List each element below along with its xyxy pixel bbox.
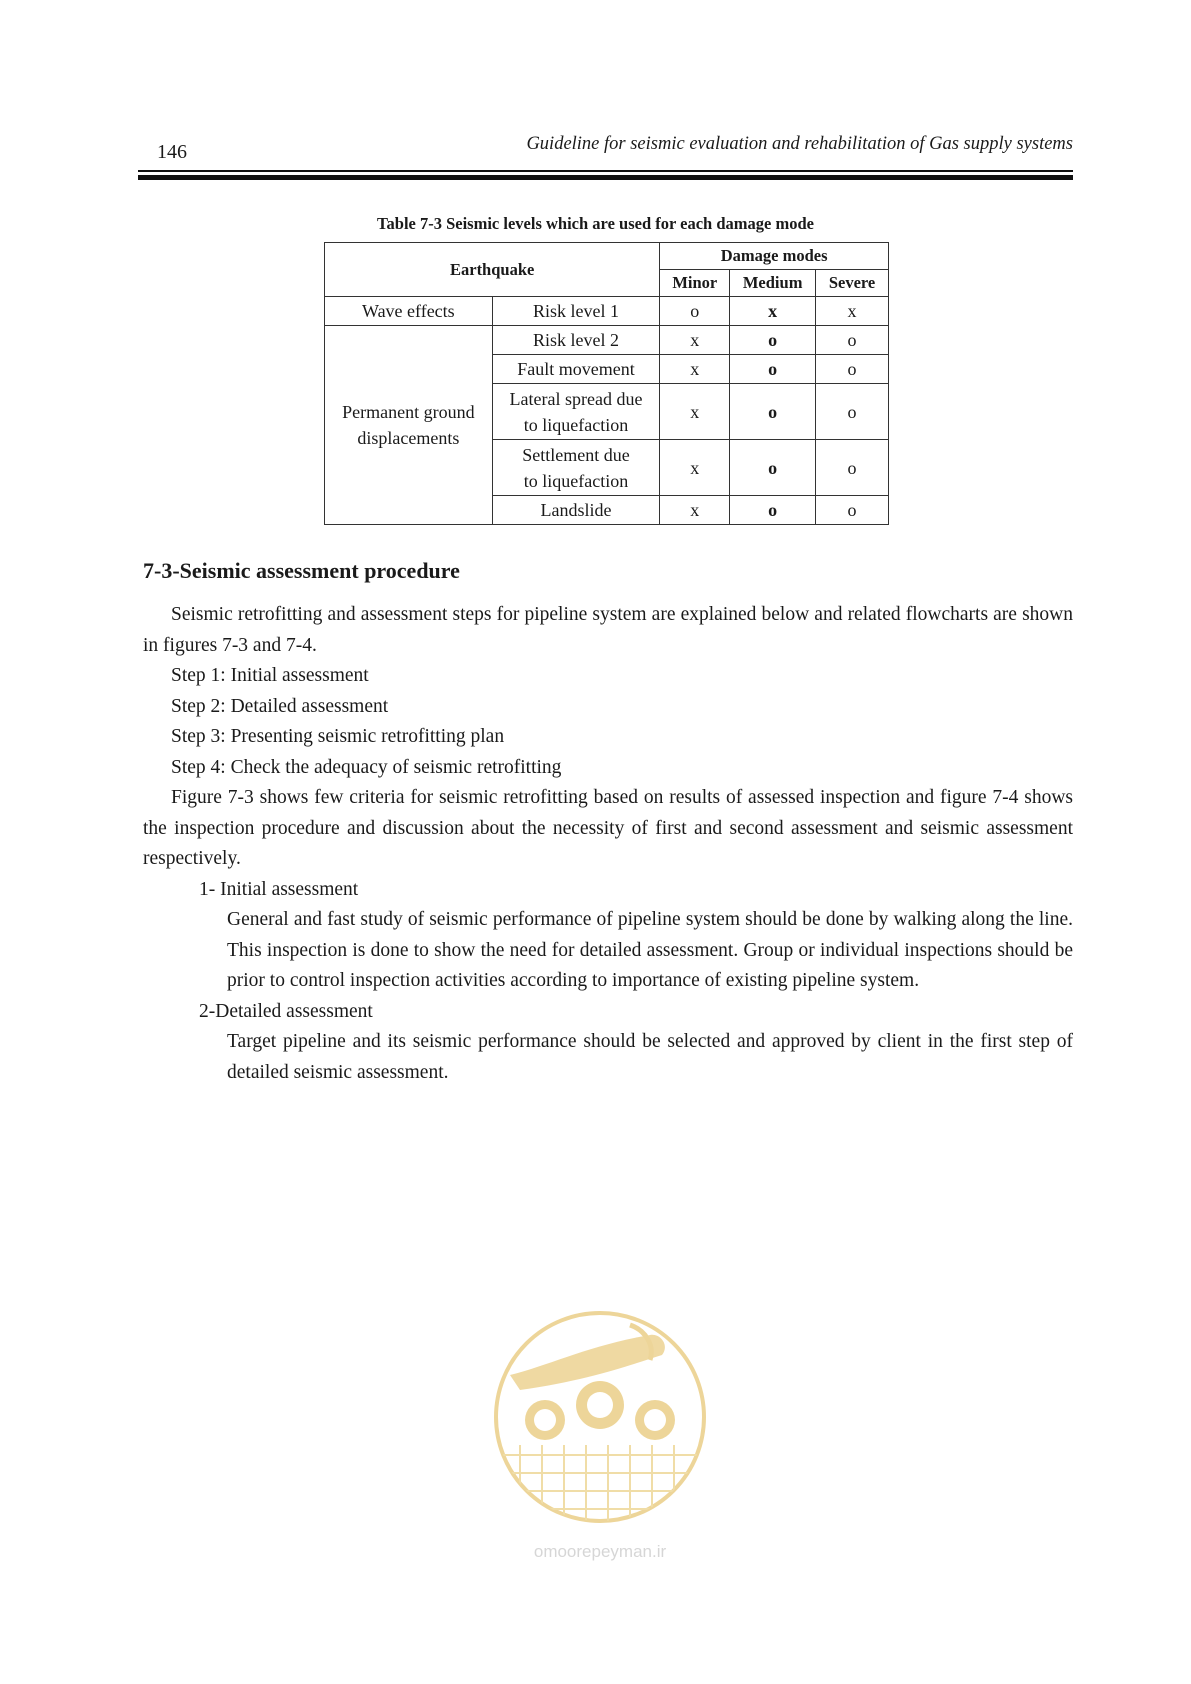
hazard-cell: Fault movement: [492, 355, 660, 384]
subsection-initial-text: General and fast study of seismic performance of pipeline system should be done by walking along the line. This inspection is done to show the need for detailed assessment. Group or individual inspections should be prior to control inspection activities according to importance of existing pipeline system.: [227, 909, 1073, 991]
header-rule-thick: [138, 175, 1073, 180]
subsection-detailed-title: 2-Detailed assessment: [199, 1000, 373, 1022]
header-rule-thin: [138, 170, 1073, 172]
intro-paragraph: Seismic retrofitting and assessment steps for pipeline system are explained below and related flowcharts are shown in figures 7-3 and 7-4.: [143, 604, 1073, 656]
hazard-line1: Lateral spread due: [509, 388, 643, 409]
minor-cell: x: [660, 384, 730, 440]
step-3: Step 3: Presenting seismic retrofitting plan: [171, 726, 505, 747]
watermark-site-text: omoorepeyman.ir: [533, 1542, 667, 1561]
hazard-cell: Risk level 1: [492, 297, 660, 326]
watermark-logo: [480, 1305, 720, 1575]
medium-cell: o: [730, 384, 816, 440]
medium-cell: x: [730, 297, 816, 326]
figure-paragraph: Figure 7-3 shows few criteria for seismic retrofitting based on results of assessed inspection and figure 7-4 shows the inspection procedure and discussion about the necessity of first and second assessment and seismic assessment respectively.: [143, 787, 1073, 869]
header-medium: Medium: [730, 270, 816, 297]
watermark-emblem-icon: [480, 1305, 720, 1575]
page-number: 146: [157, 141, 187, 163]
medium-cell: o: [730, 326, 816, 355]
medium-cell: o: [730, 496, 816, 525]
minor-cell: x: [660, 355, 730, 384]
hazard-line2: to liquefaction: [523, 470, 629, 491]
minor-cell: x: [660, 496, 730, 525]
subsection-initial-title: 1- Initial assessment: [199, 878, 359, 900]
minor-cell: x: [660, 326, 730, 355]
group-pgd-line1: Permanent ground: [342, 402, 475, 422]
group-permanent-ground-displacements: [325, 326, 493, 525]
table-row: [325, 297, 889, 326]
step-2: Step 2: Detailed assessment: [171, 695, 389, 717]
minor-cell: o: [660, 297, 730, 326]
header-severe: Severe: [816, 270, 889, 297]
hazard-cell: Risk level 2: [492, 326, 660, 355]
hazard-line1: Settlement due: [522, 444, 630, 465]
medium-cell: o: [730, 440, 816, 496]
hazard-cell: [492, 440, 660, 496]
header-earthquake: Earthquake: [325, 243, 660, 297]
group-pgd-line2: displacements: [357, 428, 460, 448]
table-row: [325, 326, 889, 355]
header-damage-modes: Damage modes: [660, 243, 889, 270]
step-4: Step 4: Check the adequacy of seismic retrofitting: [171, 756, 562, 778]
severe-cell: o: [816, 326, 889, 355]
seismic-levels-table: [324, 242, 889, 525]
step-1: Step 1: Initial assessment: [171, 665, 369, 686]
table-caption: Table 7-3 Seismic levels which are used for each damage mode: [377, 214, 814, 233]
header-minor: Minor: [660, 270, 730, 297]
severe-cell: o: [816, 384, 889, 440]
subsection-detailed-text: Target pipeline and its seismic performance should be selected and approved by client in the first step of detailed seismic assessment.: [227, 1031, 1073, 1083]
severe-cell: o: [816, 496, 889, 525]
hazard-line2: to liquefaction: [523, 414, 629, 435]
section-body: [143, 600, 1073, 1088]
running-head: Guideline for seismic evaluation and rehabilitation of Gas supply systems: [526, 134, 1073, 154]
medium-cell: o: [730, 355, 816, 384]
group-wave-effects: Wave effects: [325, 297, 493, 326]
severe-cell: x: [816, 297, 889, 326]
severe-cell: o: [816, 355, 889, 384]
section-heading: 7-3-Seismic assessment procedure: [143, 558, 460, 583]
hazard-cell: [492, 384, 660, 440]
severe-cell: o: [816, 440, 889, 496]
hazard-cell: Landslide: [492, 496, 660, 525]
minor-cell: x: [660, 440, 730, 496]
